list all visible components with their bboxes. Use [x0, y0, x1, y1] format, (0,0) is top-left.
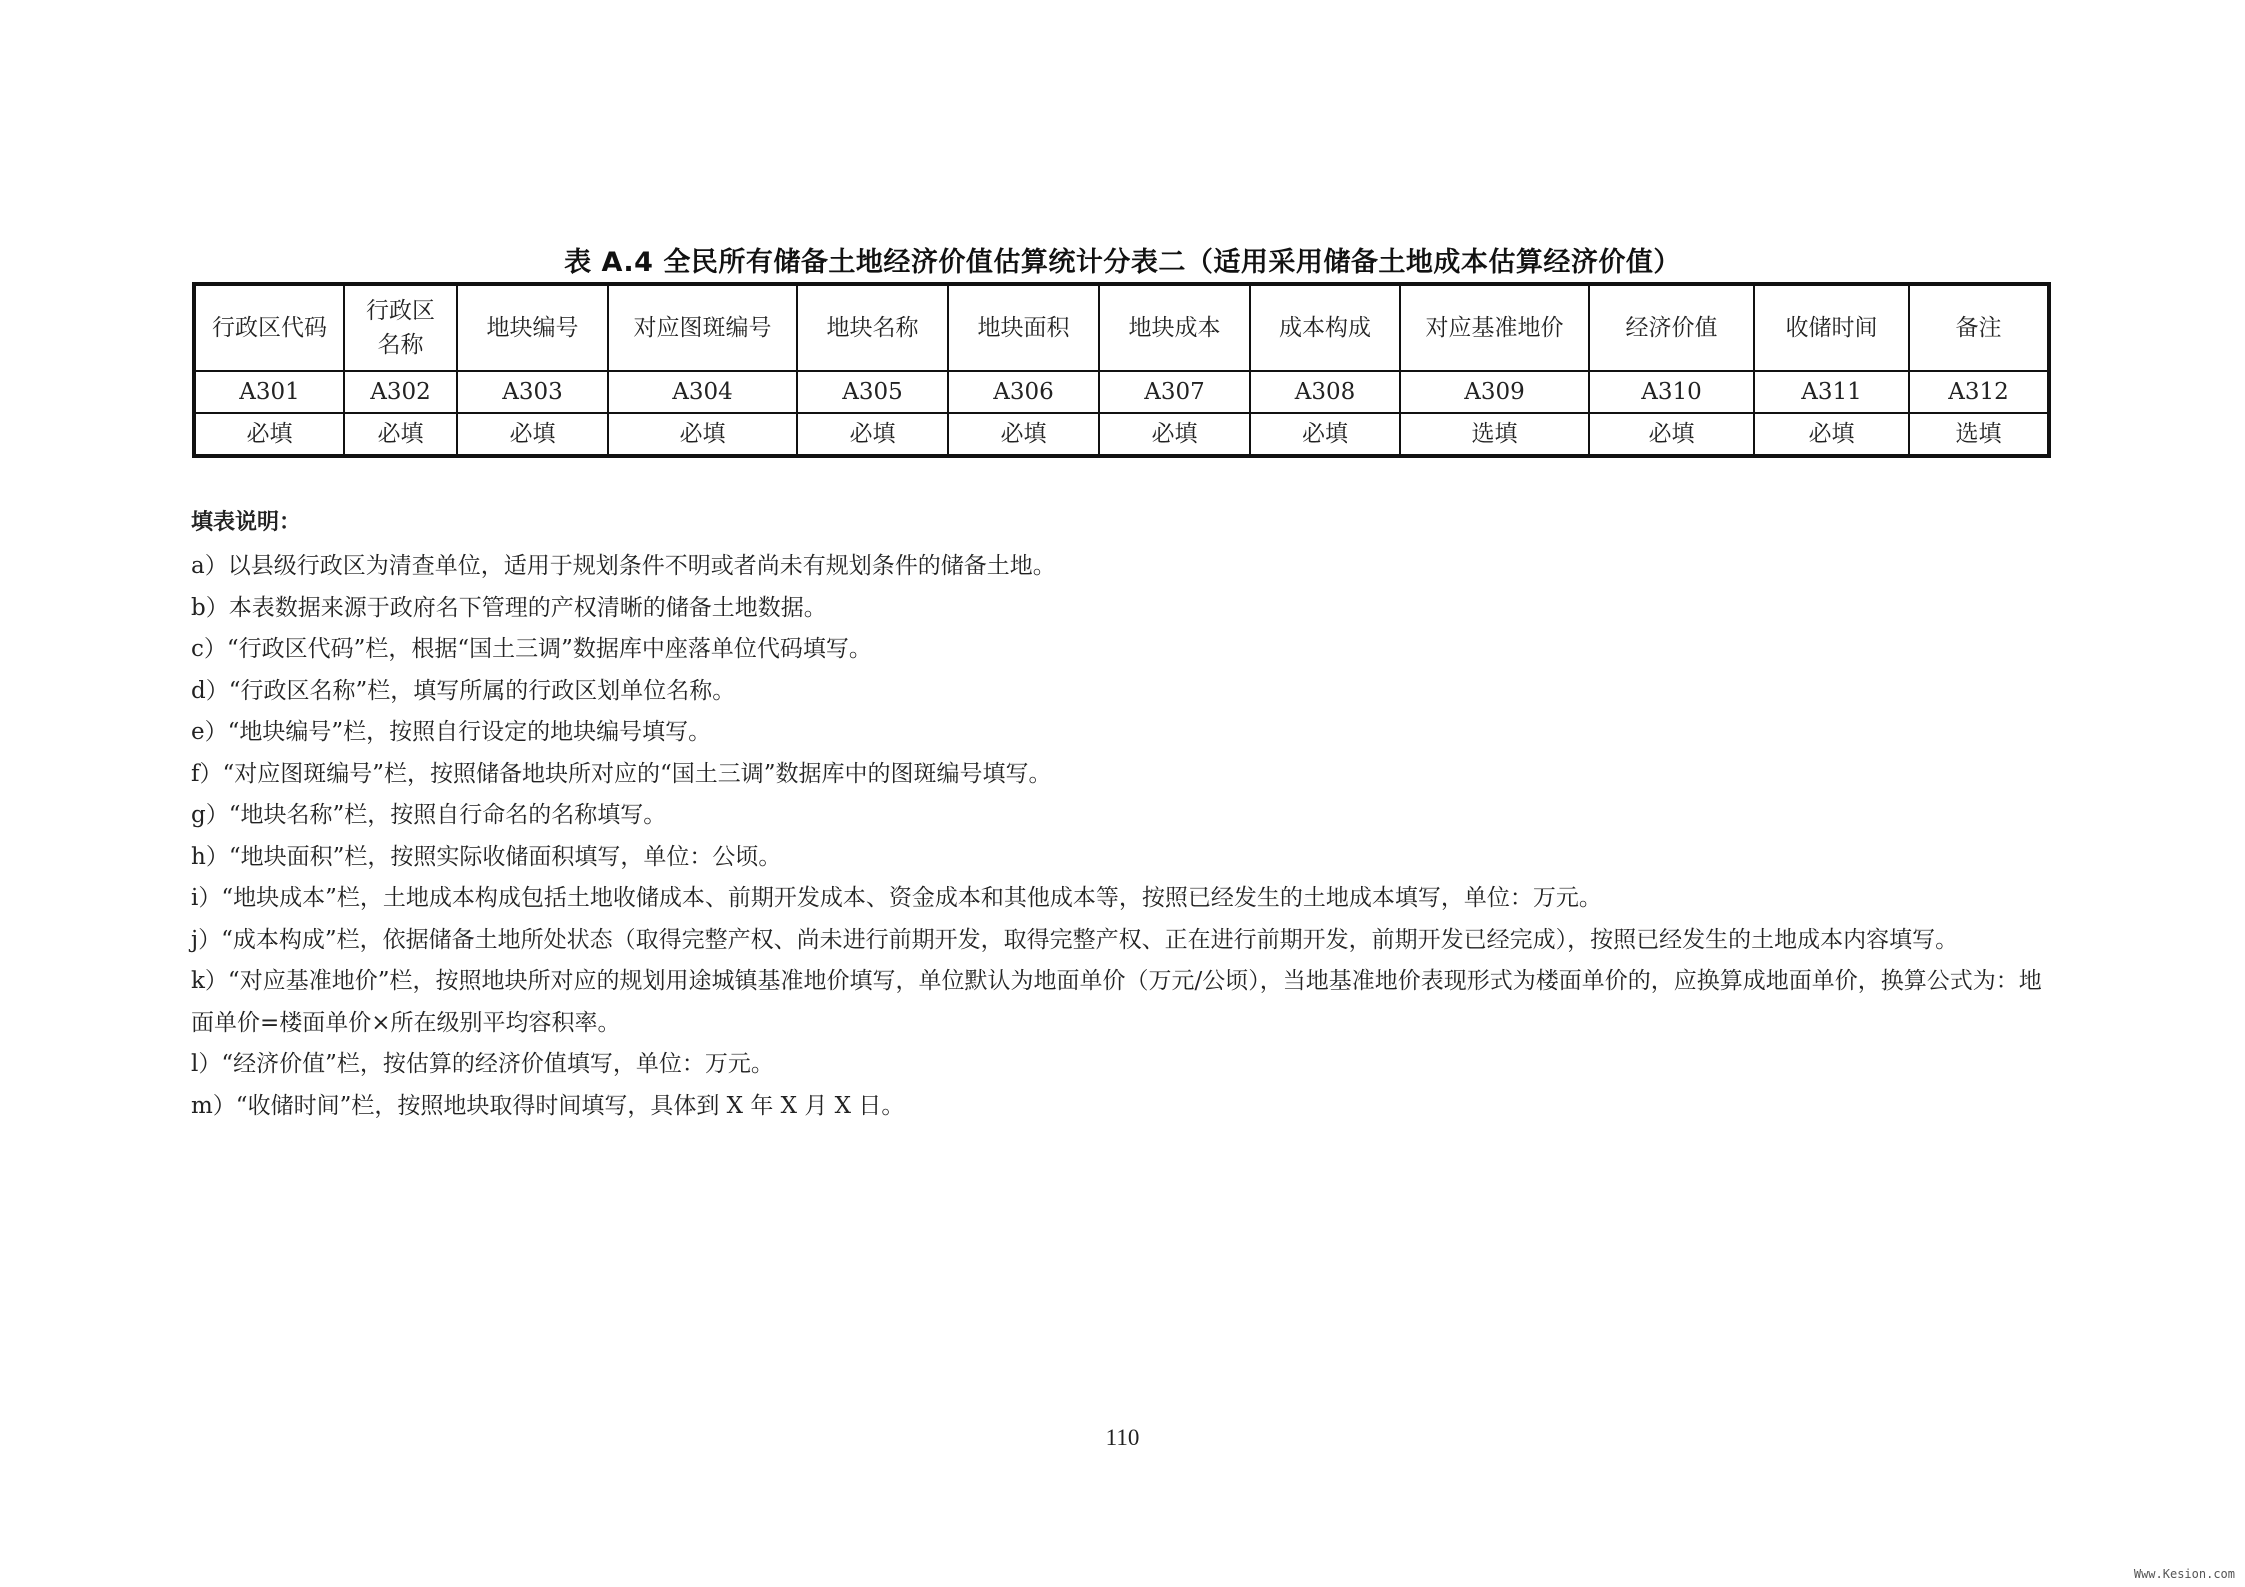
field-requirement-cell: 选填 — [1909, 413, 2049, 456]
field-requirement-cell: 必填 — [457, 413, 608, 456]
column-header — [797, 284, 948, 371]
instruction-item: e）“地块编号”栏，按照自行设定的地块编号填写。 — [191, 719, 712, 745]
table-header-row — [194, 284, 2049, 371]
column-header-line: 地块面积 — [977, 315, 1070, 341]
field-requirement-cell: 必填 — [344, 413, 457, 456]
column-header-line: 成本构成 — [1279, 315, 1371, 341]
field-requirement-cell: 必填 — [608, 413, 797, 456]
field-requirement-cell: 选填 — [1400, 413, 1589, 456]
column-header — [1250, 284, 1400, 371]
page-number: 110 — [1105, 1425, 1140, 1450]
instruction-item: g）“地块名称”栏，按照自行命名的名称填写。 — [191, 802, 667, 828]
field-requirement-cell: 必填 — [1250, 413, 1400, 456]
column-header-line: 备注 — [1955, 315, 2002, 341]
field-code-cell: A301 — [194, 371, 344, 413]
fill-instructions — [191, 505, 2061, 1127]
column-header-line: 对应基准地价 — [1425, 315, 1564, 341]
column-header — [1400, 284, 1589, 371]
table-requirement-row — [194, 413, 2049, 456]
column-header-line: 行政区代码 — [212, 315, 327, 341]
column-header — [1754, 284, 1909, 371]
table-title: 表 A.4 全民所有储备土地经济价值估算统计分表二（适用采用储备土地成本估算经济价值） — [564, 247, 1681, 278]
instruction-item: f）“对应图斑编号”栏，按照储备地块所对应的“国土三调”数据库中的图斑编号填写。 — [191, 760, 1052, 787]
column-header-line: 地块编号 — [486, 315, 579, 341]
column-header — [948, 284, 1099, 371]
column-header-line: 地块名称 — [826, 315, 919, 341]
instruction-item: c）“行政区代码”栏，根据“国土三调”数据库中座落单位代码填写。 — [191, 636, 872, 662]
field-code-cell: A303 — [457, 371, 608, 413]
field-requirement-cell: 必填 — [194, 413, 344, 456]
statistics-table — [192, 282, 2051, 458]
field-requirement-cell: 必填 — [1754, 413, 1909, 456]
site-watermark: Www.Kesion.com — [2133, 1567, 2235, 1581]
column-header-line: 对应图斑编号 — [633, 315, 772, 341]
column-header-line: 收储时间 — [1785, 315, 1878, 341]
field-code-cell: A312 — [1909, 371, 2049, 413]
instruction-item: k）“对应基准地价”栏，按照地块所对应的规划用途城镇基准地价填写，单位默认为地面单价（万元/公顷），当地基准地价表现形式为楼面单价的，应换算成地面单价，换算公式为：地面单价=楼面单价×所在级别平均容积率。 — [191, 968, 2042, 1036]
instruction-item: j）“成本构成”栏，依据储备土地所处状态（取得完整产权、尚未进行前期开发，取得完整产权、正在进行前期开发，前期开发已经完成），按照已经发生的土地成本内容填写。 — [191, 926, 1959, 953]
column-header — [344, 284, 457, 371]
field-code-cell: A305 — [797, 371, 948, 413]
field-requirement-cell: 必填 — [797, 413, 948, 456]
field-requirement-cell: 必填 — [1099, 413, 1250, 456]
instruction-item: b）本表数据来源于政府名下管理的产权清晰的储备土地数据。 — [191, 594, 827, 621]
field-code-cell: A310 — [1589, 371, 1754, 413]
column-header — [194, 284, 344, 371]
instruction-item: a）以县级行政区为清查单位，适用于规划条件不明或者尚未有规划条件的储备土地。 — [191, 553, 1056, 579]
column-header — [457, 284, 608, 371]
instructions-list — [191, 546, 2061, 1127]
column-header-line: 经济价值 — [1625, 315, 1718, 341]
column-header — [608, 284, 797, 371]
column-header-line: 地块成本 — [1128, 315, 1221, 341]
field-requirement-cell: 必填 — [948, 413, 1099, 456]
statistics-table-container — [192, 282, 2047, 458]
field-code-cell: A307 — [1099, 371, 1250, 413]
field-code-cell: A302 — [344, 371, 457, 413]
field-code-cell: A304 — [608, 371, 797, 413]
field-code-cell: A309 — [1400, 371, 1589, 413]
field-code-cell: A308 — [1250, 371, 1400, 413]
column-header-line: 名称 — [377, 332, 424, 358]
instructions-heading: 填表说明： — [191, 510, 302, 535]
instruction-item: i）“地块成本”栏，土地成本构成包括土地收储成本、前期开发成本、资金成本和其他成本等，按照已经发生的土地成本填写，单位：万元。 — [191, 885, 1602, 911]
field-code-cell: A311 — [1754, 371, 1909, 413]
table-code-row — [194, 371, 2049, 413]
field-requirement-cell: 必填 — [1589, 413, 1754, 456]
instruction-item: h）“地块面积”栏，按照实际收储面积填写，单位：公顷。 — [191, 843, 782, 870]
column-header-line: 行政区 — [366, 298, 435, 324]
instruction-item: d）“行政区名称”栏，填写所属的行政区划单位名称。 — [191, 677, 736, 704]
column-header — [1589, 284, 1754, 371]
column-header — [1909, 284, 2049, 371]
field-code-cell: A306 — [948, 371, 1099, 413]
instruction-item: m）“收储时间”栏，按照地块取得时间填写，具体到 X 年 X 月 X 日。 — [191, 1092, 905, 1119]
column-header — [1099, 284, 1250, 371]
instruction-item: l）“经济价值”栏，按估算的经济价值填写，单位：万元。 — [191, 1051, 774, 1077]
